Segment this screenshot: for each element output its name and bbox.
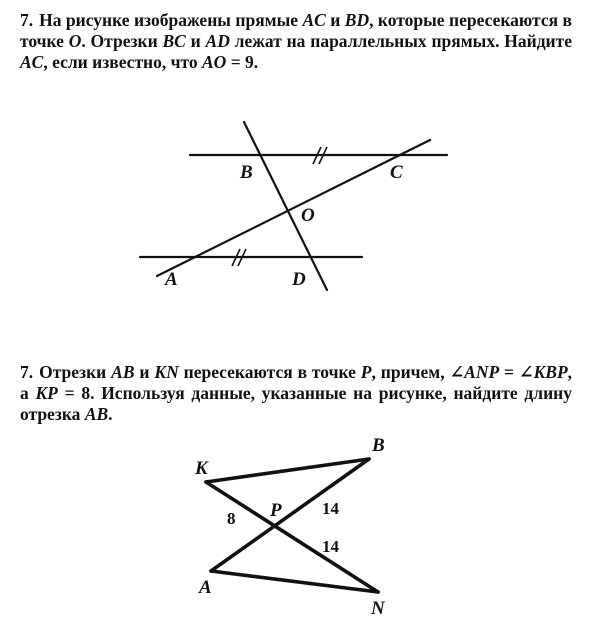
label-n: N [371, 598, 385, 619]
label-a: A [165, 269, 178, 290]
figure-1 [140, 122, 447, 290]
line-ac [157, 140, 430, 276]
label-p: P [270, 500, 282, 521]
label-b: B [240, 162, 253, 183]
label-b2: B [372, 435, 385, 456]
problem-1-body: На рисунке изображены прямые AC и BD, которые пересекаются в точке O. Отрезки BC и AD лежат на параллельных прямых. Найдите AC, если известно, что AO = 9. [20, 10, 572, 72]
label-a2: A [199, 577, 212, 598]
value-kp: 8 [227, 509, 236, 528]
segment-kb [206, 459, 369, 482]
value-pb: 14 [322, 499, 339, 518]
label-c: C [390, 162, 403, 183]
figure-2 [194, 435, 386, 619]
segment-kn [206, 482, 378, 592]
label-k: K [195, 458, 208, 479]
label-d: D [292, 269, 306, 290]
problem-2-number: 7. [20, 362, 34, 382]
value-pn: 14 [322, 537, 339, 556]
label-o: O [301, 205, 315, 226]
problem-1-number: 7. [20, 10, 34, 30]
problem-2-body: Отрезки AB и KN пересекаются в точке P, причем, ∠ANP = ∠KBP, а KP = 8. Используя данные, указанные на рисунке, найдите длину отрезка AB. [20, 362, 573, 424]
